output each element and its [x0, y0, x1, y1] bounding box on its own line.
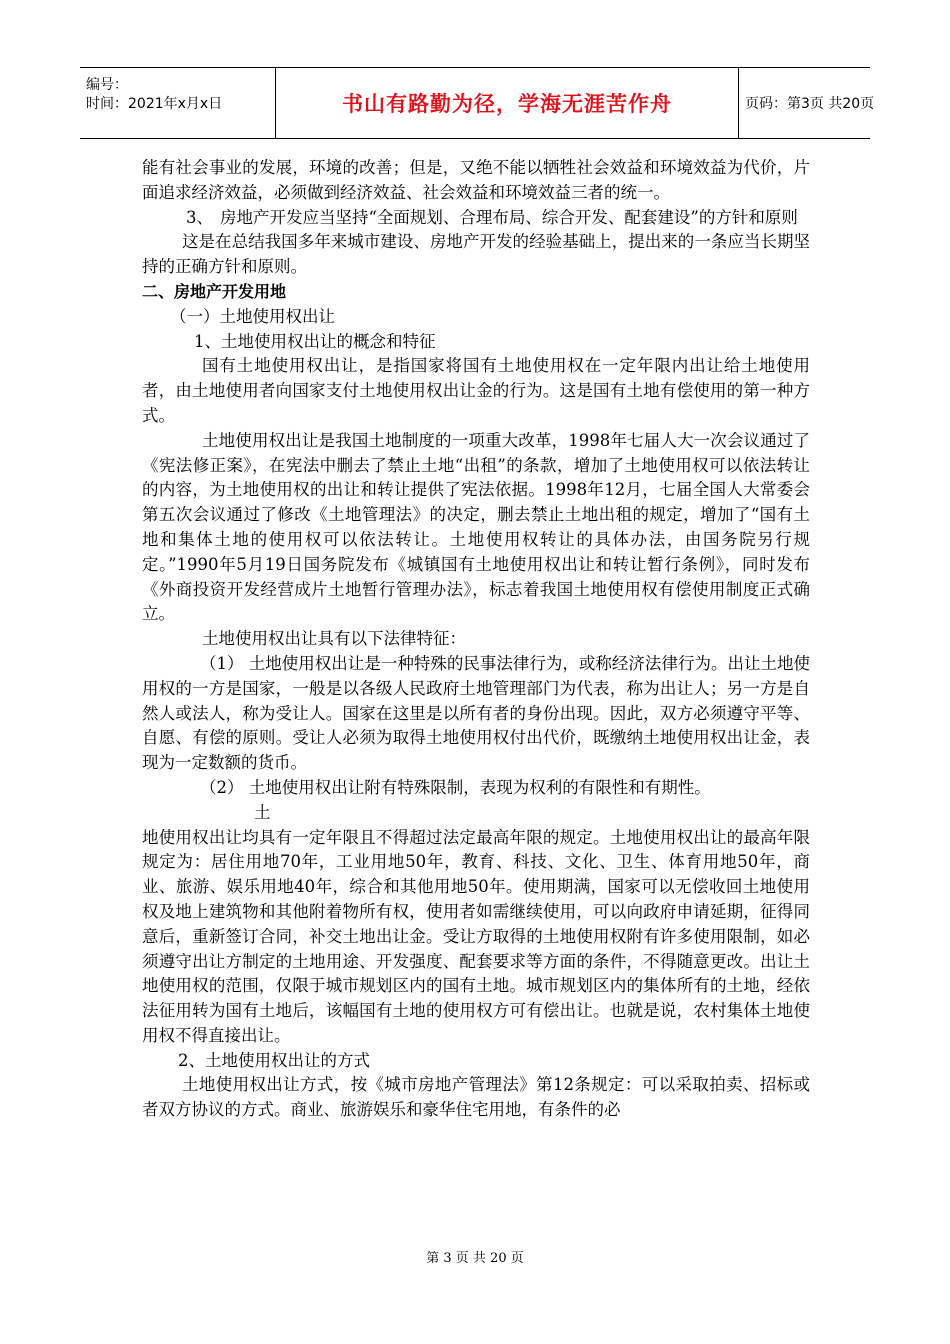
paragraph: 土地使用权出让具有以下法律特征：: [202, 629, 466, 649]
list-item: （1） 土地使用权出让是一种特殊的民事法律行为，或称经济法律行为。出让土地使用权的一方是国家，一般是以各级人民政府土地管理部门为代表，称为出让人；另一方是自然人或法人，称为受让人。国家在这里是以所有者的身份出现。因此，双方必须遵守平等、自愿、有偿的原则。受让人必须为取得土地使用权付出代价，既缴纳土地使用权出让金，表现为一定数额的货币。: [142, 653, 810, 773]
header-page-info: 页码：第3页 共20页: [745, 96, 875, 112]
subsection-heading: （一）土地使用权出让: [170, 306, 335, 326]
page-header: [80, 67, 875, 139]
document-body: [142, 156, 810, 1123]
header-motto-cell: [275, 68, 739, 138]
subsection-heading: 1、土地使用权出让的概念和特征: [194, 331, 436, 351]
header-motto: 书山有路勤为径，学海无涯苦作舟: [342, 92, 672, 116]
paragraph: 能有社会事业的发展，环境的改善；但是，又绝不能以牺牲社会效益和环境效益为代价，片面追求经济效益，必须做到经济效益、社会效益和环境效益三者的统一。: [142, 158, 810, 202]
section-heading: 二、房地产开发用地: [142, 281, 287, 301]
paragraph: 这是在总结我国多年来城市建设、房地产开发的经验基础上，提出来的一条应当长期坚持的正确方针和原则。: [142, 232, 810, 277]
page-footer: 第 3 页 共 20 页: [426, 1251, 524, 1266]
list-item: （2） 土地使用权出让附有特殊限制，表现为权利的有限性和有期性。: [200, 777, 711, 797]
paragraph: 地使用权出让均具有一定年限且不得超过法定最高年限的规定。土地使用权出让的最高年限规定为：居住用地70年，工业用地50年，教育、科技、文化、卫生、体育用地50年，商业、旅游、娱乐用地40年，综合和其他用地50年。使用期满，国家可以无偿收回土地使用权及地上建筑物和其他附着物所有权，使用者如需继续使用，可以向政府申请延期，征得同意后，重新签订合同，补交土地出让金。受让方取得的土地使用权附有许多使用限制，如必须遵守出让方制定的土地用途、开发强度、配套要求等方面的条件，不得随意更改。出让土地使用权的范围，仅限于城市规划区内的国有土地。城市规划区内的集体所有的土地，经依法征用转为国有土地后，该幅国有土地的使用权方可有偿出让。也就是说，农村集体土地使用权不得直接出让。: [142, 827, 810, 1045]
header-meta: [80, 68, 275, 138]
paragraph: 土地使用权出让是我国土地制度的一项重大改革，1998年七届人大一次会议通过了《宪法修正案》，在宪法中删去了禁止土地“出租”的条款，增加了土地使用权可以依法转让的内容，为土地使用权的出让和转让提供了宪法依据。1998年12月，七届全国人大常委会第五次会议通过了修改《土地管理法》的决定，删去禁止土地出租的规定，增加了“国有土地和集体土地的使用权可以依法转让。土地使用权转让的具体办法，由国务院另行规定。”1990年5月19日国务院发布《城镇国有土地使用权出让和转让暂行条例》，同时发布《外商投资开发经营成片土地暂行管理办法》，标志着我国土地使用权有偿使用制度正式确立。: [142, 430, 810, 624]
document-number-label: 编号：: [86, 77, 128, 93]
item-text: 房地产开发应当坚持“全面规划、合理布局、综合开发、配套建设”的方针和原则: [220, 207, 798, 227]
subsection-heading: 2、土地使用权出让的方式: [178, 1050, 370, 1070]
document-time-label: 时间：2021年x月x日: [86, 96, 223, 112]
header-page-cell: [739, 68, 875, 138]
item-number: 3、: [186, 207, 213, 227]
paragraph: 土地使用权出让方式，按《城市房地产管理法》第12条规定：可以采取拍卖、招标或者双方协议的方式。商业、旅游娱乐和豪华住宅用地，有条件的必: [142, 1075, 810, 1120]
paragraph: 国有土地使用权出让，是指国家将国有土地使用权在一定年限内出让给土地使用者，由土地使用者向国家支付土地使用权出让金的行为。这是国有土地有偿使用的第一种方式。: [142, 356, 810, 425]
numbered-item-3: [142, 206, 810, 231]
list-item-continuation: 土: [254, 802, 271, 822]
